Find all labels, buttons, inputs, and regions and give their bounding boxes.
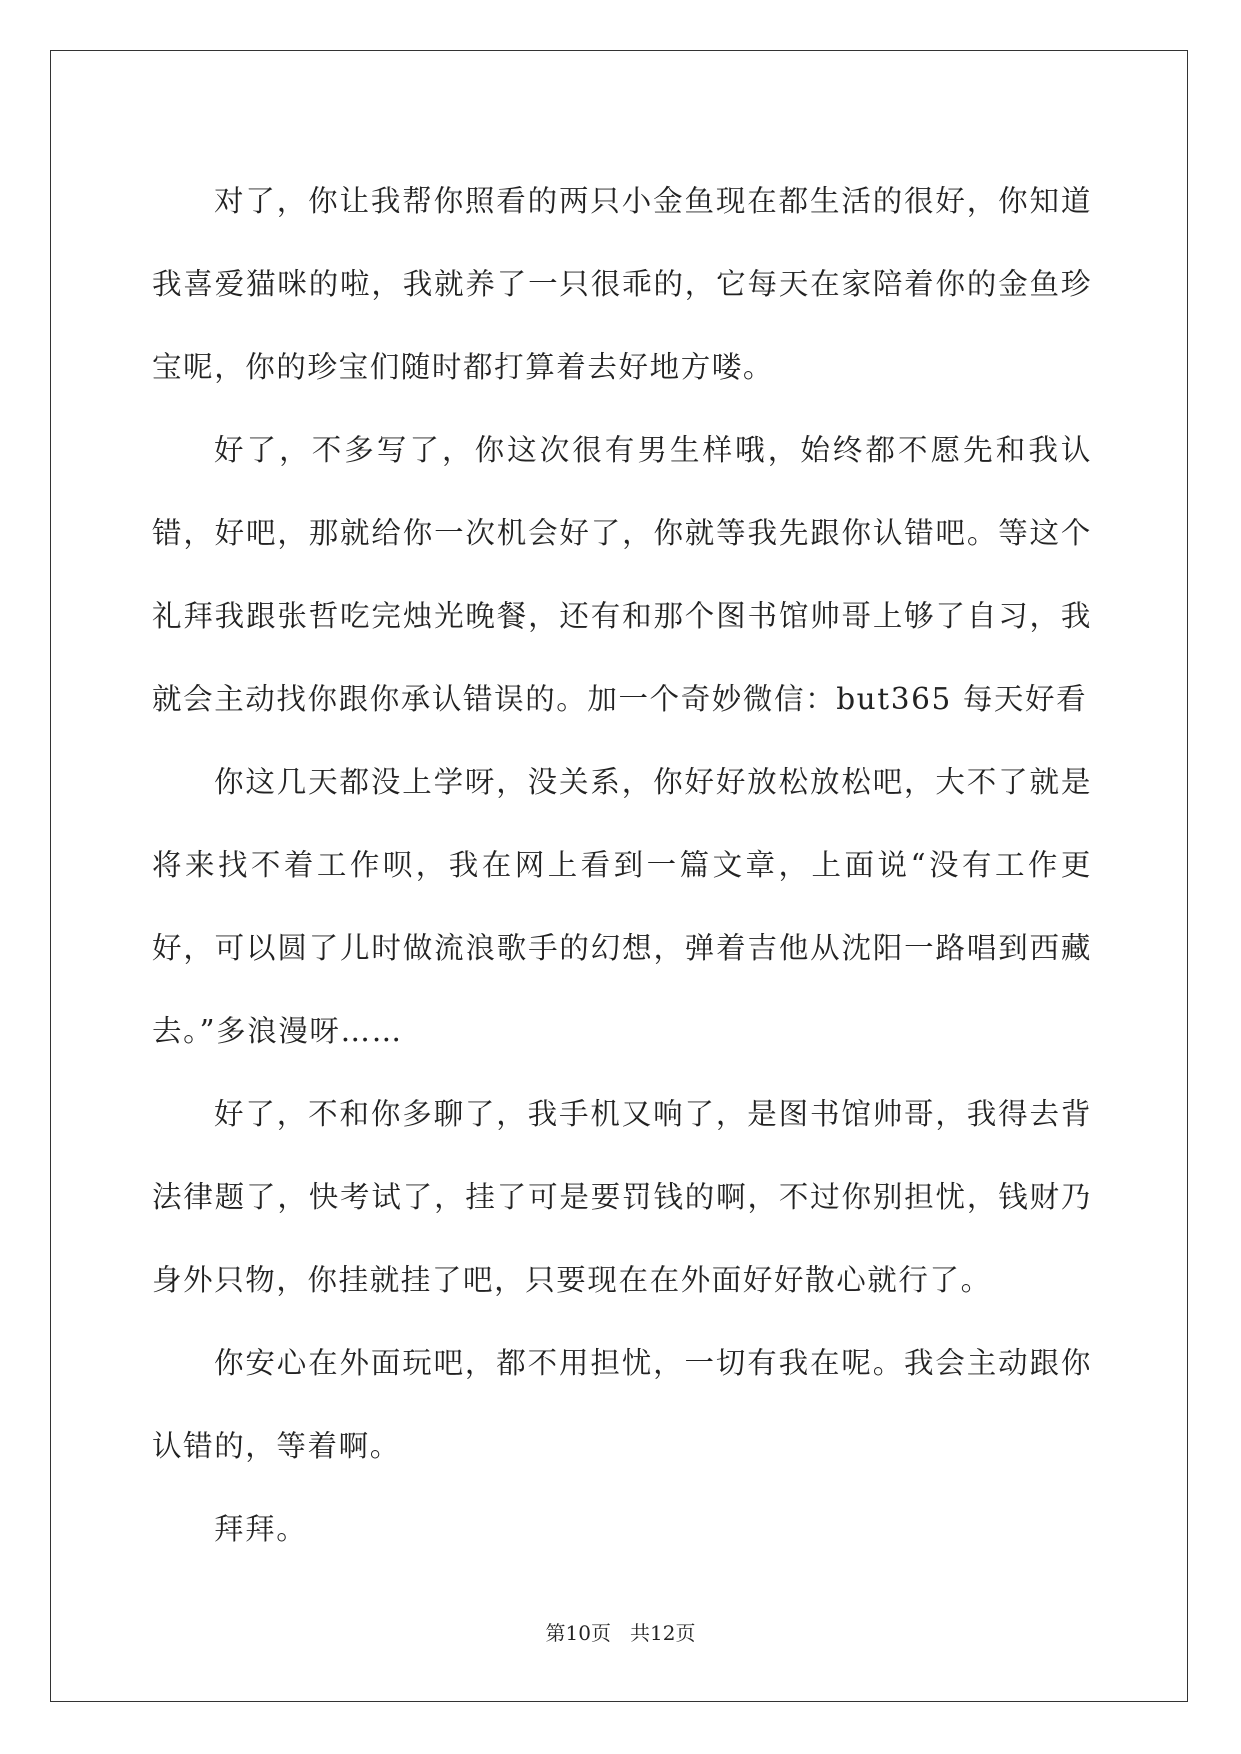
paragraph-2: 好了，不多写了，你这次很有男生样哦，始终都不愿先和我认错，好吧，那就给你一次机会好了，你就等我先跟你认错吧。等这个礼拜我跟张哲吃完烛光晚餐，还有和那个图书馆帅哥上够了自习，我就会主动找你跟你承认错误的。加一个奇妙微信：but365 每天好看 bbox=[152, 433, 1092, 716]
paragraph-3: 你这几天都没上学呀，没关系，你好好放松放松吧，大不了就是将来找不着工作呗，我在网上看到一篇文章，上面说“没有工作更好，可以圆了儿时做流浪歌手的幻想，弹着吉他从沈阳一路唱到西藏去。”多浪漫呀…… bbox=[152, 765, 1092, 1048]
page-number: 第10页 共12页 bbox=[545, 1621, 696, 1645]
paragraph-6: 拜拜。 bbox=[214, 1512, 308, 1546]
paragraph-4: 好了，不和你多聊了，我手机又响了，是图书馆帅哥，我得去背法律题了，快考试了，挂了可是要罚钱的啊，不过你别担忧，钱财乃身外只物，你挂就挂了吧，只要现在在外面好好散心就行了。 bbox=[152, 1097, 1092, 1297]
paragraph-1: 对了，你让我帮你照看的两只小金鱼现在都生活的很好，你知道我喜爱猫咪的啦，我就养了一只很乖的，它每天在家陪着你的金鱼珍宝呢，你的珍宝们随时都打算着去好地方喽。 bbox=[152, 184, 1092, 384]
paragraph-5: 你安心在外面玩吧，都不用担忧，一切有我在呢。我会主动跟你认错的，等着啊。 bbox=[152, 1346, 1092, 1463]
document-body bbox=[152, 160, 1092, 1571]
page-footer bbox=[0, 1617, 1241, 1646]
